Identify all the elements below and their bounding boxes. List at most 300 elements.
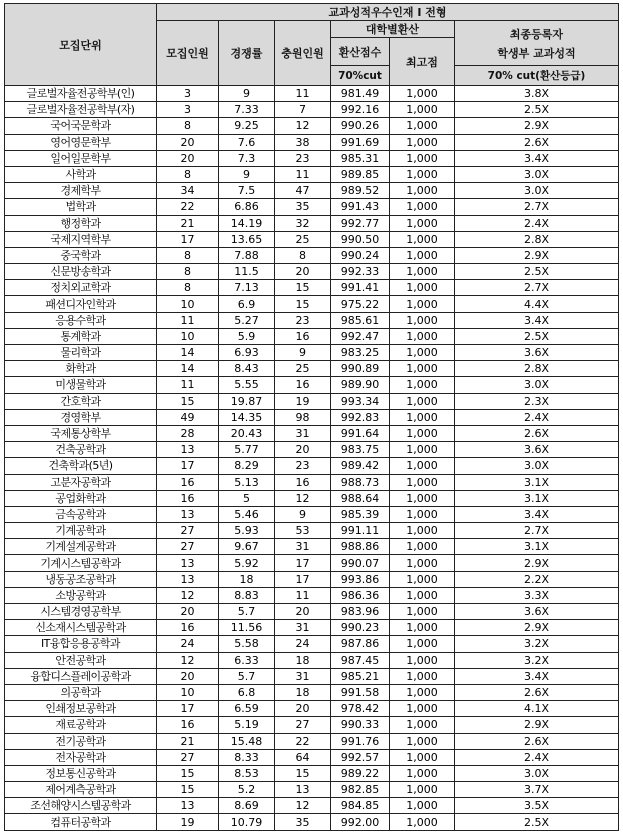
cell-extra: 53 [275, 523, 331, 539]
cell-grade: 2.5X [455, 102, 619, 118]
cell-quota: 14 [157, 345, 219, 361]
cell-unit: 전기공학과 [5, 733, 157, 749]
cell-unit: 건축학과(5년) [5, 458, 157, 474]
cell-extra: 17 [275, 555, 331, 571]
cell-extra: 24 [275, 636, 331, 652]
cell-unit: 금속공학과 [5, 506, 157, 522]
cell-extra: 11 [275, 86, 331, 102]
cell-extra: 16 [275, 328, 331, 344]
cell-unit: 행정학과 [5, 215, 157, 231]
cell-score: 986.36 [331, 587, 390, 603]
cell-score: 990.24 [331, 247, 390, 263]
cell-unit: 안전공학과 [5, 652, 157, 668]
cell-max: 1,000 [390, 377, 455, 393]
cell-grade: 2.7X [455, 199, 619, 215]
cell-extra: 7 [275, 102, 331, 118]
cell-quota: 15 [157, 782, 219, 798]
admission-results-sheet [4, 3, 619, 831]
cell-rate: 5.9 [219, 328, 275, 344]
table-row [5, 798, 619, 814]
cell-quota: 17 [157, 458, 219, 474]
cell-score: 991.43 [331, 199, 390, 215]
cell-unit: 조선해양시스템공학과 [5, 798, 157, 814]
cell-grade: 3.8X [455, 86, 619, 102]
cell-quota: 11 [157, 312, 219, 328]
group-header-final: 최종등록자 학생부 교과성적 [455, 21, 619, 66]
cell-score: 992.33 [331, 264, 390, 280]
cell-grade: 3.4X [455, 506, 619, 522]
cell-unit: 재료공학과 [5, 717, 157, 733]
cell-grade: 3.7X [455, 782, 619, 798]
cell-quota: 8 [157, 118, 219, 134]
cell-unit: 경제학부 [5, 183, 157, 199]
cell-grade: 2.6X [455, 684, 619, 700]
cell-extra: 23 [275, 458, 331, 474]
cell-score: 984.85 [331, 798, 390, 814]
cell-max: 1,000 [390, 636, 455, 652]
table-row [5, 296, 619, 312]
cell-rate: 6.8 [219, 684, 275, 700]
cell-score: 985.31 [331, 150, 390, 166]
cell-rate: 5.55 [219, 377, 275, 393]
cell-unit: 고분자공학과 [5, 474, 157, 490]
cell-extra: 31 [275, 668, 331, 684]
cell-grade: 3.6X [455, 442, 619, 458]
cell-score: 989.22 [331, 765, 390, 781]
cell-quota: 3 [157, 86, 219, 102]
cell-rate: 5.92 [219, 555, 275, 571]
cell-unit: 법학과 [5, 199, 157, 215]
cell-score: 991.41 [331, 280, 390, 296]
table-row [5, 749, 619, 765]
cell-rate: 9 [219, 86, 275, 102]
cell-grade: 3.0X [455, 377, 619, 393]
cell-unit: 전자공학과 [5, 749, 157, 765]
cell-max: 1,000 [390, 118, 455, 134]
cell-max: 1,000 [390, 620, 455, 636]
cell-grade: 3.1X [455, 474, 619, 490]
cell-max: 1,000 [390, 587, 455, 603]
cell-quota: 20 [157, 604, 219, 620]
cell-quota: 12 [157, 652, 219, 668]
cell-score: 981.49 [331, 86, 390, 102]
cell-grade: 2.7X [455, 523, 619, 539]
table-row [5, 604, 619, 620]
cell-grade: 2.5X [455, 264, 619, 280]
cell-max: 1,000 [390, 490, 455, 506]
cell-extra: 47 [275, 183, 331, 199]
cell-rate: 11.56 [219, 620, 275, 636]
table-row [5, 765, 619, 781]
cell-unit: 컴퓨터공학과 [5, 814, 157, 830]
cell-grade: 3.0X [455, 166, 619, 182]
cell-rate: 14.35 [219, 409, 275, 425]
cell-grade: 2.9X [455, 620, 619, 636]
cell-unit: 중국학과 [5, 247, 157, 263]
cell-quota: 3 [157, 102, 219, 118]
cell-grade: 2.2X [455, 571, 619, 587]
cell-unit: 간호학과 [5, 393, 157, 409]
cell-quota: 11 [157, 377, 219, 393]
cell-extra: 12 [275, 798, 331, 814]
cell-rate: 6.93 [219, 345, 275, 361]
cell-score: 991.76 [331, 733, 390, 749]
table-row [5, 652, 619, 668]
cell-score: 991.58 [331, 684, 390, 700]
cell-quota: 21 [157, 215, 219, 231]
cell-score: 992.47 [331, 328, 390, 344]
cell-grade: 4.1X [455, 701, 619, 717]
cell-rate: 18 [219, 571, 275, 587]
cell-score: 992.83 [331, 409, 390, 425]
cell-unit: 응용수학과 [5, 312, 157, 328]
cell-rate: 11.5 [219, 264, 275, 280]
cell-extra: 31 [275, 539, 331, 555]
table-row [5, 458, 619, 474]
cell-rate: 7.6 [219, 134, 275, 150]
cell-max: 1,000 [390, 668, 455, 684]
cell-grade: 3.1X [455, 539, 619, 555]
cell-score: 992.57 [331, 749, 390, 765]
cell-quota: 49 [157, 409, 219, 425]
cell-quota: 34 [157, 183, 219, 199]
cell-max: 1,000 [390, 166, 455, 182]
cell-score: 990.26 [331, 118, 390, 134]
cell-score: 990.07 [331, 555, 390, 571]
cell-quota: 8 [157, 280, 219, 296]
cell-score: 991.69 [331, 134, 390, 150]
cell-quota: 20 [157, 150, 219, 166]
table-row [5, 328, 619, 344]
cell-extra: 23 [275, 312, 331, 328]
cell-quota: 16 [157, 717, 219, 733]
cell-grade: 2.6X [455, 425, 619, 441]
cell-extra: 18 [275, 684, 331, 700]
col-header-score-top: 환산점수 [331, 38, 390, 66]
cell-extra: 22 [275, 733, 331, 749]
col-header-final-mid: 학생부 교과성적 [497, 47, 576, 60]
cell-quota: 17 [157, 701, 219, 717]
table-row [5, 636, 619, 652]
cell-max: 1,000 [390, 733, 455, 749]
cell-score: 988.86 [331, 539, 390, 555]
table-row [5, 118, 619, 134]
cell-max: 1,000 [390, 296, 455, 312]
cell-extra: 20 [275, 442, 331, 458]
cell-rate: 8.33 [219, 749, 275, 765]
cell-max: 1,000 [390, 328, 455, 344]
cell-grade: 2.3X [455, 393, 619, 409]
cell-max: 1,000 [390, 684, 455, 700]
cell-unit: 경영학부 [5, 409, 157, 425]
cell-max: 1,000 [390, 798, 455, 814]
cell-extra: 19 [275, 393, 331, 409]
cell-max: 1,000 [390, 393, 455, 409]
cell-extra: 9 [275, 345, 331, 361]
cell-max: 1,000 [390, 458, 455, 474]
cell-extra: 25 [275, 231, 331, 247]
cell-extra: 9 [275, 506, 331, 522]
cell-max: 1,000 [390, 782, 455, 798]
cell-grade: 3.0X [455, 765, 619, 781]
cell-extra: 12 [275, 490, 331, 506]
table-row [5, 166, 619, 182]
cell-quota: 12 [157, 587, 219, 603]
cell-grade: 2.7X [455, 280, 619, 296]
cell-extra: 20 [275, 264, 331, 280]
cell-rate: 10.79 [219, 814, 275, 830]
cell-score: 991.64 [331, 425, 390, 441]
cell-grade: 3.0X [455, 183, 619, 199]
cell-score: 975.22 [331, 296, 390, 312]
cell-extra: 25 [275, 361, 331, 377]
cell-unit: 제어계측공학과 [5, 782, 157, 798]
cell-unit: 냉동공조공학과 [5, 571, 157, 587]
cell-unit: 인쇄정보공학과 [5, 701, 157, 717]
cell-rate: 6.33 [219, 652, 275, 668]
cell-score: 983.25 [331, 345, 390, 361]
cell-rate: 7.13 [219, 280, 275, 296]
cell-unit: 공업화학과 [5, 490, 157, 506]
table-row [5, 523, 619, 539]
cell-quota: 15 [157, 393, 219, 409]
cell-max: 1,000 [390, 312, 455, 328]
table-row [5, 86, 619, 102]
cell-quota: 19 [157, 814, 219, 830]
cell-extra: 15 [275, 280, 331, 296]
table-row [5, 587, 619, 603]
cell-max: 1,000 [390, 150, 455, 166]
cell-quota: 8 [157, 247, 219, 263]
cell-quota: 28 [157, 425, 219, 441]
cell-grade: 2.9X [455, 717, 619, 733]
table-row [5, 442, 619, 458]
table-row [5, 571, 619, 587]
cell-score: 989.52 [331, 183, 390, 199]
results-table [4, 3, 619, 831]
cell-rate: 5 [219, 490, 275, 506]
table-row [5, 150, 619, 166]
cell-grade: 3.3X [455, 587, 619, 603]
cell-unit: 기계설계공학과 [5, 539, 157, 555]
cell-score: 989.90 [331, 377, 390, 393]
cell-extra: 16 [275, 377, 331, 393]
cell-max: 1,000 [390, 442, 455, 458]
cell-grade: 2.8X [455, 361, 619, 377]
cell-rate: 5.7 [219, 668, 275, 684]
table-row [5, 264, 619, 280]
cell-quota: 16 [157, 474, 219, 490]
table-row [5, 215, 619, 231]
cell-rate: 6.86 [219, 199, 275, 215]
table-row [5, 506, 619, 522]
cell-unit: 기계공학과 [5, 523, 157, 539]
cell-unit: 기계시스템공학과 [5, 555, 157, 571]
cell-quota: 27 [157, 539, 219, 555]
cell-grade: 2.4X [455, 215, 619, 231]
cell-extra: 35 [275, 199, 331, 215]
cell-rate: 8.69 [219, 798, 275, 814]
cell-rate: 5.46 [219, 506, 275, 522]
table-row [5, 490, 619, 506]
cell-rate: 14.19 [219, 215, 275, 231]
cell-quota: 16 [157, 490, 219, 506]
table-row [5, 377, 619, 393]
cell-extra: 27 [275, 717, 331, 733]
table-header [5, 4, 619, 86]
cell-extra: 38 [275, 134, 331, 150]
cell-rate: 7.88 [219, 247, 275, 263]
table-row [5, 474, 619, 490]
cell-rate: 8.83 [219, 587, 275, 603]
cell-score: 990.23 [331, 620, 390, 636]
cell-max: 1,000 [390, 425, 455, 441]
cell-quota: 20 [157, 134, 219, 150]
cell-grade: 4.4X [455, 296, 619, 312]
cell-grade: 3.2X [455, 652, 619, 668]
cell-extra: 23 [275, 150, 331, 166]
cell-quota: 21 [157, 733, 219, 749]
cell-max: 1,000 [390, 539, 455, 555]
table-row [5, 134, 619, 150]
table-row [5, 183, 619, 199]
cell-rate: 7.33 [219, 102, 275, 118]
cell-unit: 국어국문학과 [5, 118, 157, 134]
cell-max: 1,000 [390, 199, 455, 215]
cell-max: 1,000 [390, 701, 455, 717]
cell-rate: 9 [219, 166, 275, 182]
cell-unit: 화학과 [5, 361, 157, 377]
cell-rate: 9.25 [219, 118, 275, 134]
cell-extra: 31 [275, 425, 331, 441]
cell-score: 983.96 [331, 604, 390, 620]
cell-max: 1,000 [390, 506, 455, 522]
cell-grade: 3.0X [455, 458, 619, 474]
cell-grade: 2.5X [455, 328, 619, 344]
table-row [5, 684, 619, 700]
table-row [5, 361, 619, 377]
cell-extra: 17 [275, 571, 331, 587]
cell-rate: 8.53 [219, 765, 275, 781]
table-row [5, 231, 619, 247]
cell-unit: 국제통상학부 [5, 425, 157, 441]
cell-grade: 3.1X [455, 490, 619, 506]
cell-extra: 31 [275, 620, 331, 636]
cell-score: 987.86 [331, 636, 390, 652]
cell-extra: 11 [275, 166, 331, 182]
cell-grade: 2.6X [455, 134, 619, 150]
cell-max: 1,000 [390, 215, 455, 231]
cell-grade: 3.5X [455, 798, 619, 814]
table-row [5, 668, 619, 684]
cell-max: 1,000 [390, 231, 455, 247]
cell-extra: 32 [275, 215, 331, 231]
cell-quota: 8 [157, 264, 219, 280]
cell-score: 991.11 [331, 523, 390, 539]
cell-grade: 3.6X [455, 604, 619, 620]
table-row [5, 782, 619, 798]
cell-score: 985.61 [331, 312, 390, 328]
cell-quota: 22 [157, 199, 219, 215]
cell-quota: 14 [157, 361, 219, 377]
cell-score: 993.34 [331, 393, 390, 409]
cell-grade: 2.5X [455, 814, 619, 830]
cell-extra: 11 [275, 587, 331, 603]
cell-extra: 35 [275, 814, 331, 830]
cell-rate: 5.77 [219, 442, 275, 458]
cell-score: 983.75 [331, 442, 390, 458]
cell-extra: 15 [275, 765, 331, 781]
cell-max: 1,000 [390, 345, 455, 361]
cell-rate: 19.87 [219, 393, 275, 409]
cell-quota: 17 [157, 231, 219, 247]
cell-max: 1,000 [390, 604, 455, 620]
cell-score: 992.77 [331, 215, 390, 231]
cell-max: 1,000 [390, 280, 455, 296]
table-row [5, 701, 619, 717]
cell-score: 992.16 [331, 102, 390, 118]
col-header-max: 최고점 [390, 38, 455, 86]
cell-max: 1,000 [390, 86, 455, 102]
table-row [5, 425, 619, 441]
cell-rate: 6.9 [219, 296, 275, 312]
cell-max: 1,000 [390, 409, 455, 425]
cell-max: 1,000 [390, 361, 455, 377]
table-row [5, 345, 619, 361]
cell-unit: 영어영문학부 [5, 134, 157, 150]
cell-quota: 10 [157, 328, 219, 344]
cell-grade: 2.9X [455, 555, 619, 571]
cell-max: 1,000 [390, 652, 455, 668]
cell-rate: 7.3 [219, 150, 275, 166]
cell-extra: 18 [275, 652, 331, 668]
cell-unit: 물리학과 [5, 345, 157, 361]
col-header-extra: 충원인원 [275, 21, 331, 86]
cell-max: 1,000 [390, 523, 455, 539]
col-header-final-bottom-text: 70% cut(환산등급) [487, 69, 586, 82]
table-row [5, 814, 619, 830]
cell-quota: 13 [157, 506, 219, 522]
cell-score: 992.00 [331, 814, 390, 830]
cell-rate: 6.59 [219, 701, 275, 717]
cell-quota: 8 [157, 166, 219, 182]
cell-unit: 건축공학과 [5, 442, 157, 458]
cell-score: 993.86 [331, 571, 390, 587]
cell-unit: 신문방송학과 [5, 264, 157, 280]
table-row [5, 733, 619, 749]
cell-grade: 3.6X [455, 345, 619, 361]
cell-max: 1,000 [390, 717, 455, 733]
cell-unit: 신소재시스템공학과 [5, 620, 157, 636]
cell-score: 987.45 [331, 652, 390, 668]
cell-extra: 98 [275, 409, 331, 425]
cell-grade: 3.4X [455, 668, 619, 684]
cell-max: 1,000 [390, 183, 455, 199]
cell-max: 1,000 [390, 134, 455, 150]
cell-score: 978.42 [331, 701, 390, 717]
cell-unit: 일어일문학부 [5, 150, 157, 166]
table-row [5, 717, 619, 733]
table-row [5, 620, 619, 636]
cell-score: 989.85 [331, 166, 390, 182]
cell-max: 1,000 [390, 749, 455, 765]
cell-rate: 9.67 [219, 539, 275, 555]
cell-score: 990.89 [331, 361, 390, 377]
cell-grade: 2.8X [455, 231, 619, 247]
table-body [5, 86, 619, 831]
table-row [5, 393, 619, 409]
cell-quota: 24 [157, 636, 219, 652]
